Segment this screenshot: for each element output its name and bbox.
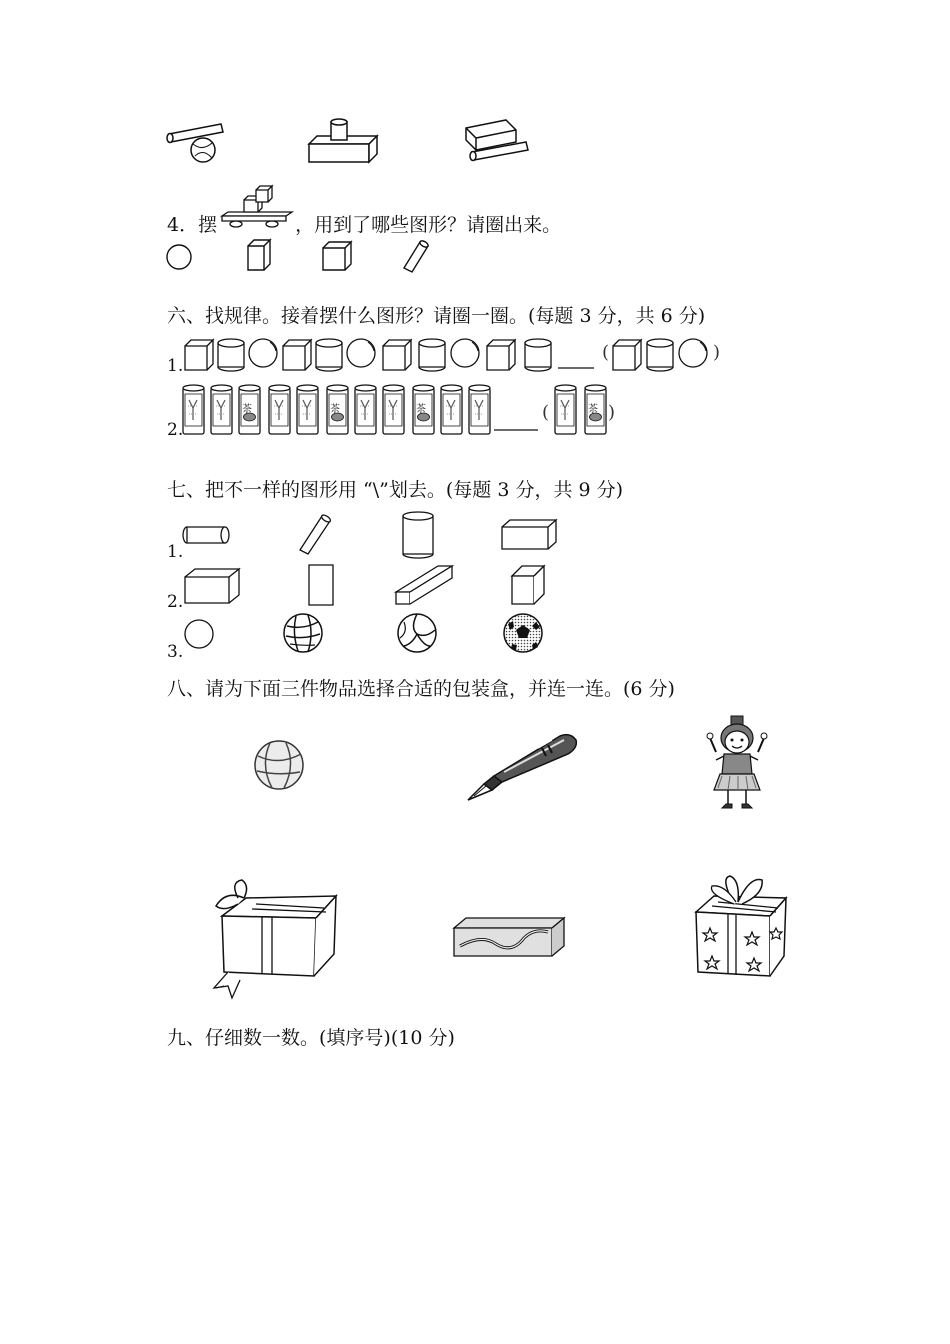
section-7-item-2-number: 2. bbox=[167, 592, 184, 612]
option-cylinder[interactable] bbox=[400, 238, 430, 274]
row-1-paren-close: ) bbox=[713, 342, 721, 363]
section-7-item-1-number: 1. bbox=[167, 542, 184, 562]
can-label-3: 茶 bbox=[416, 404, 426, 415]
gift-box-with-ribbon[interactable] bbox=[206, 876, 346, 998]
option-cuboid[interactable] bbox=[246, 238, 272, 272]
girl-doll-item[interactable] bbox=[702, 712, 772, 814]
row-1-paren-open: ( bbox=[602, 342, 610, 363]
section-7-item-3-number: 3. bbox=[167, 642, 184, 662]
pattern-row-1 bbox=[184, 336, 724, 376]
s7-row3-circle[interactable] bbox=[183, 618, 215, 650]
s7-row3-soccer-ball[interactable] bbox=[502, 612, 544, 654]
s7-row3-volleyball-2[interactable] bbox=[396, 612, 438, 654]
cylinder-on-box-figure bbox=[305, 118, 380, 166]
can-label-2: 茶 bbox=[330, 404, 340, 415]
s7-row1-cuboid[interactable] bbox=[500, 518, 558, 552]
stick-on-ball-figure bbox=[165, 120, 230, 170]
star-gift-box[interactable] bbox=[690, 872, 790, 980]
section-6-item-2-number: 2. bbox=[167, 420, 184, 440]
s7-row2-flat-cuboid[interactable] bbox=[183, 567, 241, 605]
s7-row1-tilted-cylinder[interactable] bbox=[296, 512, 334, 556]
fountain-pen-item[interactable] bbox=[464, 728, 584, 806]
s7-row2-rectangle[interactable] bbox=[306, 562, 336, 608]
question-4-text: ，用到了哪些图形？请圈出来。 bbox=[295, 214, 562, 236]
can-label-4: 茶 bbox=[588, 404, 598, 415]
s7-row2-tall-cuboid[interactable] bbox=[510, 562, 546, 608]
s7-row1-upright-cylinder[interactable] bbox=[400, 510, 436, 560]
s7-row1-horizontal-cylinder[interactable] bbox=[183, 524, 231, 546]
option-sphere[interactable] bbox=[165, 243, 193, 271]
question-4-pre: 摆 bbox=[198, 214, 218, 236]
row-2-paren-close: ) bbox=[608, 402, 616, 423]
section-6-item-1-number: 1. bbox=[167, 356, 184, 376]
section-8-title: 八、请为下面三件物品选择合适的包装盒，并连一连。(6 分) bbox=[167, 678, 675, 700]
section-6-title: 六、找规律。接着摆什么图形？请圈一圈。(每题 3 分，共 6 分) bbox=[167, 305, 706, 327]
basketball-item[interactable] bbox=[252, 738, 306, 792]
row-2-paren-open: ( bbox=[542, 402, 550, 423]
option-cube[interactable] bbox=[321, 240, 355, 272]
can-label-1: 茶 bbox=[242, 404, 252, 415]
section-9-title: 九、仔细数一数。(填序号)(10 分) bbox=[167, 1027, 455, 1049]
question-4-number: 4． bbox=[167, 214, 199, 236]
cart-figure bbox=[220, 186, 296, 228]
s7-row2-long-cuboid[interactable] bbox=[394, 562, 456, 606]
section-7-title: 七、把不一样的图形用 “\”划去。(每题 3 分，共 9 分) bbox=[167, 479, 624, 501]
long-box-with-wave[interactable] bbox=[452, 914, 566, 958]
box-on-cylinders-figure bbox=[462, 116, 534, 162]
s7-row3-volleyball-1[interactable] bbox=[282, 612, 324, 654]
